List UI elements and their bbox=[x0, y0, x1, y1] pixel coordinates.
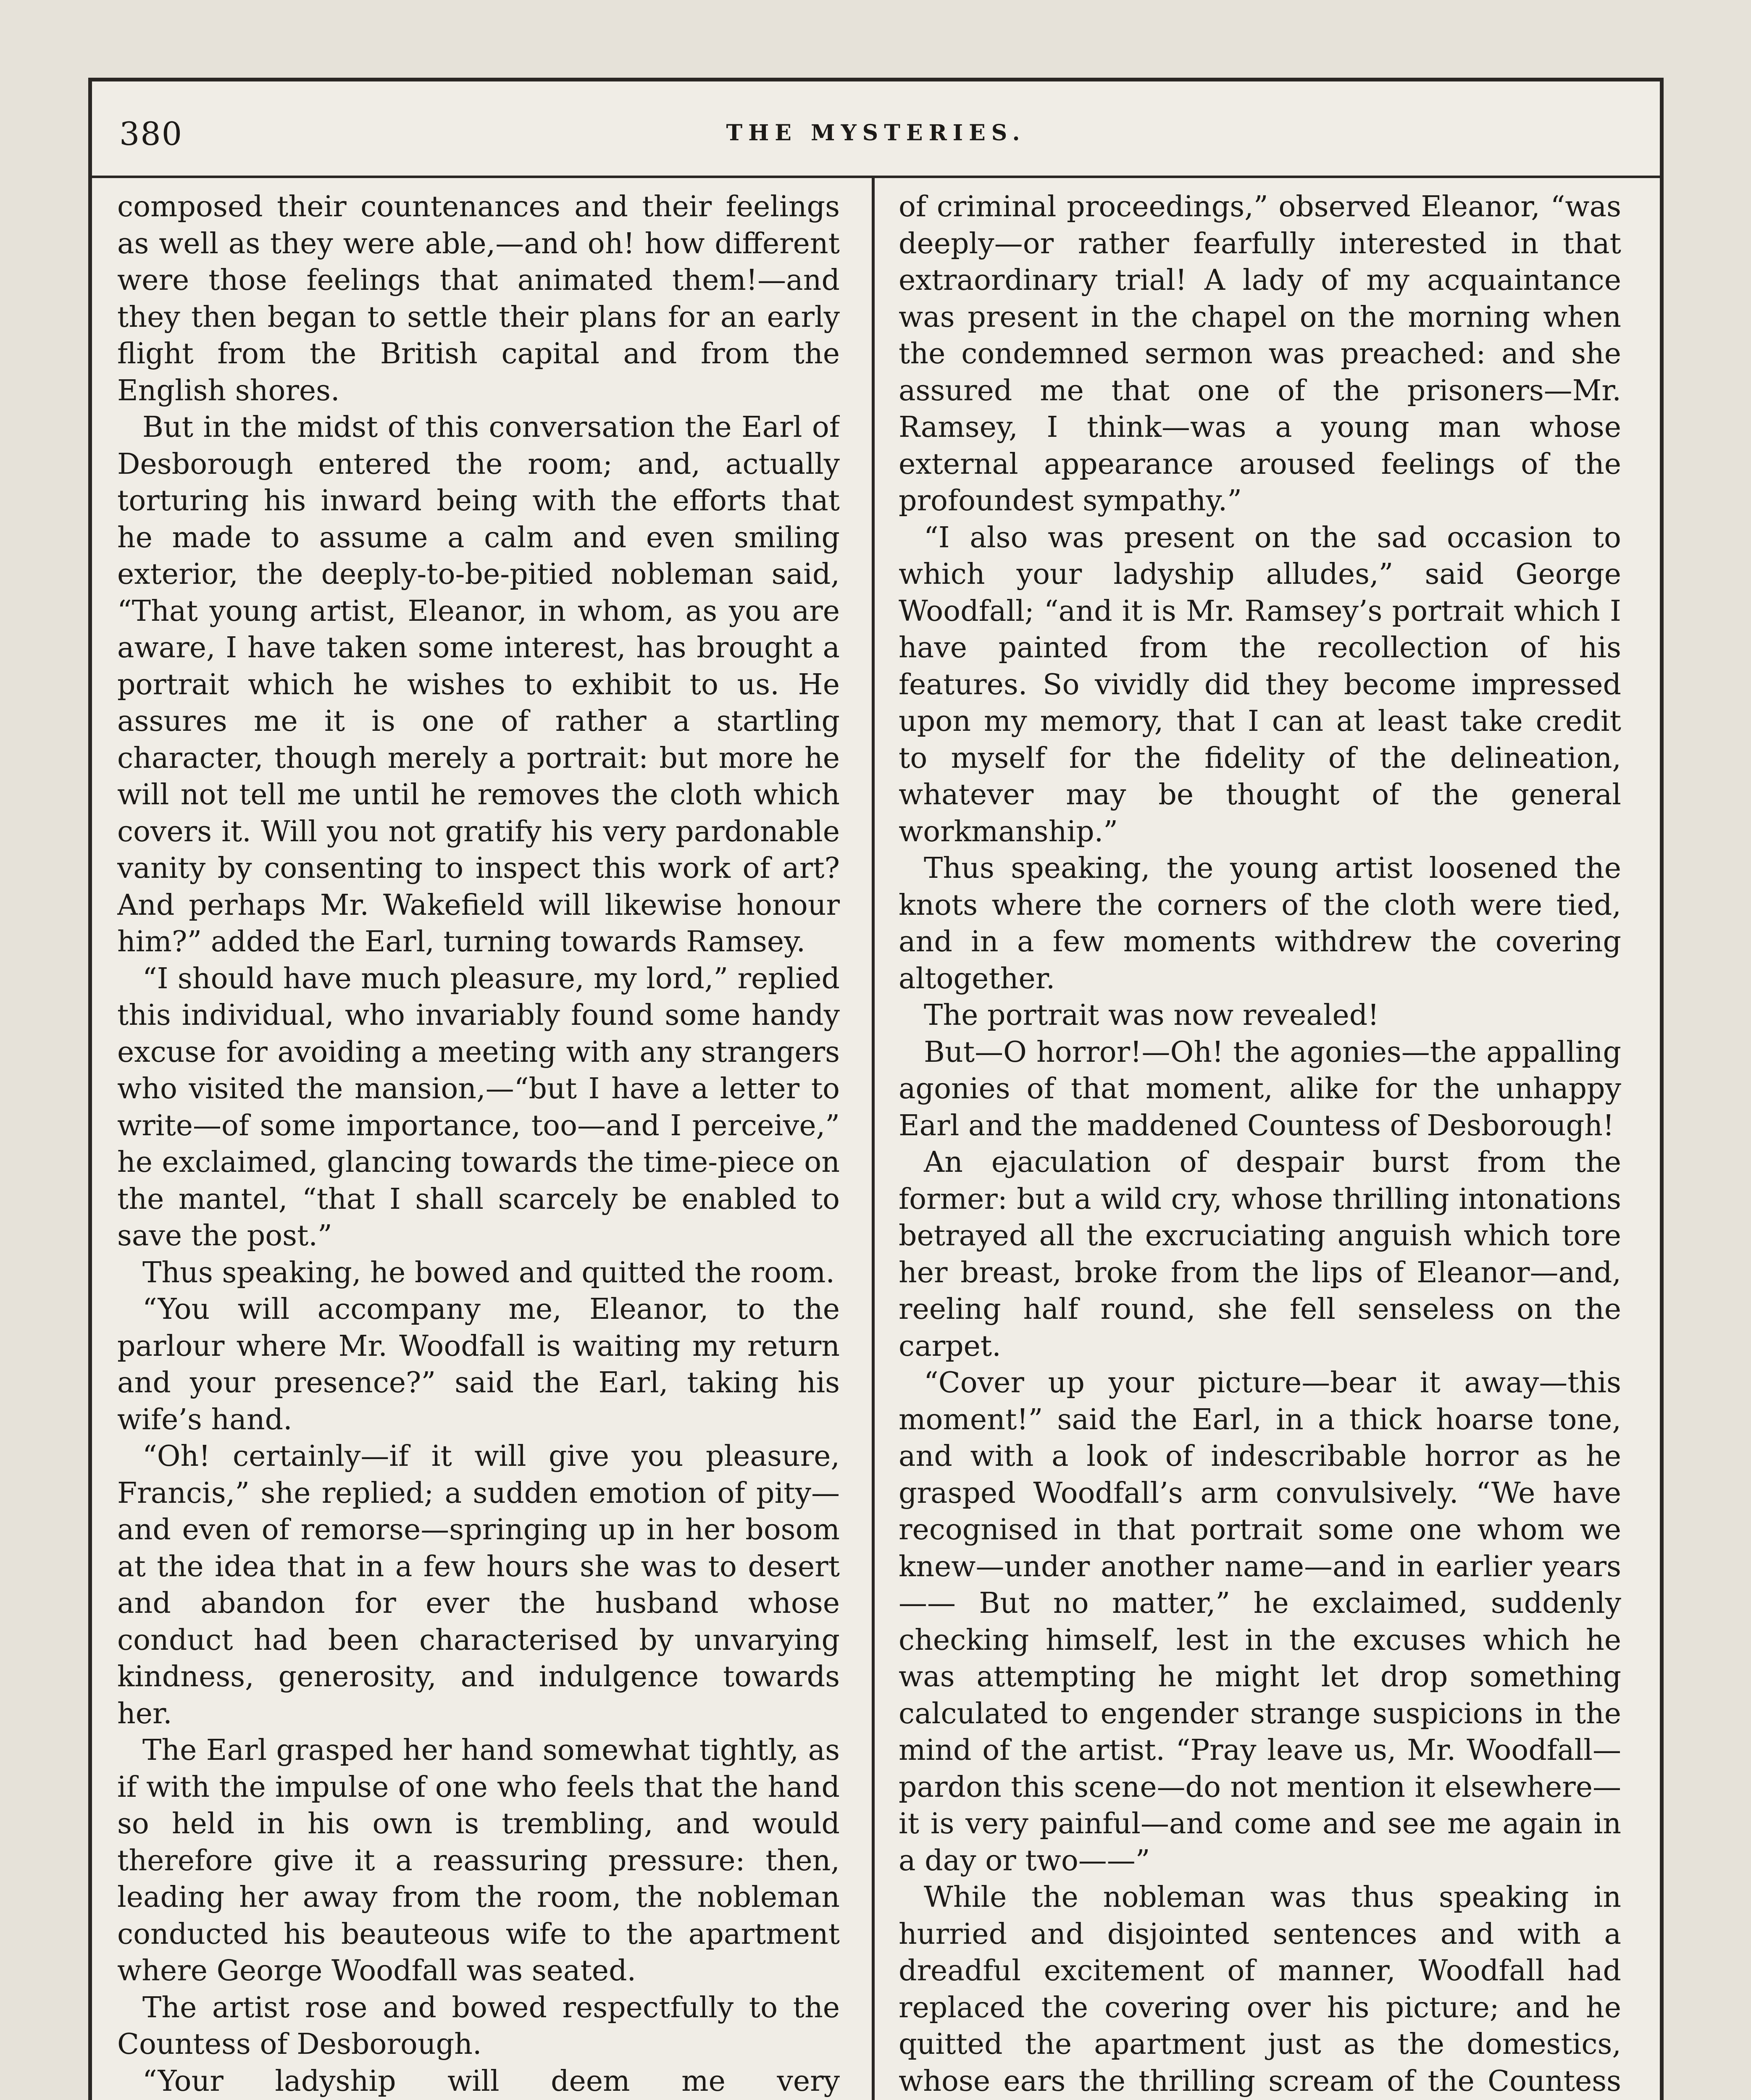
paragraph: But in the midst of this conversation the Earl of Desborough entered the room; and, actually torturing his inward being with the efforts that he made to assume a calm and even smiling exterior, the deeply-to-be-pitied nobleman said, “That young artist, Eleanor, in whom, as you are aware, I have taken some interest, has brought a portrait which he wishes to exhibit to us. He assures me it is one of rather a startling character, though merely a portrait: but more he will not tell me until he removes the cloth which covers it. Will you not gratify his very pardonable vanity by consenting to inspect this work of art? And perhaps Mr. Wakefield will likewise honour him?” added the Earl, turning towards Ramsey. bbox=[117, 411, 840, 958]
paragraph: Thus speaking, the young artist loosened the knots where the corners of the cloth were tied, and in a few moments withdrew the covering altogether. bbox=[899, 852, 1621, 995]
column-divider bbox=[872, 178, 875, 2100]
right-column bbox=[899, 189, 1621, 2100]
paragraph: The portrait was now revealed! bbox=[924, 999, 1379, 1032]
paragraph: “You will accompany me, Eleanor, to the parlour where Mr. Woodfall is waiting my return and your presence?” said the Earl, taking his wife’s hand. bbox=[117, 1293, 840, 1436]
left-column bbox=[117, 189, 840, 2100]
paragraph: “I also was present on the sad occasion to which your ladyship alludes,” said George Woodfall; “and it is Mr. Ramsey’s portrait which I have painted from the recollection of his features. So vividly did they become impressed upon my memory, that I can at least take credit to myself for the fidelity of the delineation, whatever may be thought of the general workmanship.” bbox=[899, 521, 1621, 848]
running-head: THE MYSTERIES. bbox=[726, 120, 1026, 146]
paragraph: Thus speaking, he bowed and quitted the room. bbox=[142, 1256, 835, 1289]
paragraph: “Your ladyship will deem me very bbox=[142, 2064, 840, 2098]
paragraph: “Cover up your picture—bear it away—this moment!” said the Earl, in a thick hoarse tone, and with a look of indescribable horror as he grasped Woodfall’s arm convulsively. “We have recognised in that portrait some one whom we knew—under another name—and in earlier years—— But no matter,” he exclaimed, suddenly checking himself, lest in the excuses which he was attempting he might let drop something calculated to engender strange suspicions in the mind of the artist. “Pray leave us, Mr. Woodfall—pardon this scene—do not mention it elsewhere—it is very painful—and come and see me again in a day or two——” bbox=[899, 1366, 1621, 1877]
paragraph: The artist rose and bowed respectfully to the Countess of Desborough. bbox=[117, 1991, 840, 2061]
paragraph: “I should have much pleasure, my lord,” replied this individual, who invariably found some handy excuse for avoiding a meeting with any strangers who visited the mansion,—“but I have a letter to write—of some importance, too—and I perceive,” he exclaimed, glancing towards the time-piece on the mantel, “that I shall scarcely be enabled to save the post.” bbox=[117, 962, 840, 1252]
page-header bbox=[92, 81, 1660, 178]
paragraph: “Oh! certainly—if it will give you pleasure, Francis,” she replied; a sudden emotion of pity—and even of remorse—springing up in her bosom at the idea that in a few hours she was to desert and abandon for ever the husband whose conduct had been characterised by unvarying kindness, generosity, and indulgence towards her. bbox=[117, 1440, 840, 1730]
page-number: 380 bbox=[119, 115, 183, 152]
paragraph: The Earl grasped her hand somewhat tightly, as if with the impulse of one who feels that the hand so held in his own is trembling, and would therefore give it a reassuring pressure: then, leading her away from the room, the nobleman conducted his beauteous wife to the apartment where George Woodfall was seated. bbox=[117, 1734, 840, 1987]
paragraph: While the nobleman was thus speaking in hurried and disjointed sentences and with a dreadful excitement of manner, Woodfall had replaced the covering over his picture; and he quitted the apartment just as the domestics, whose ears the thrilling scream of the Countess bbox=[899, 1881, 1621, 2098]
paragraph: But—O horror!—Oh! the agonies—the appalling agonies of that moment, alike for the unhappy Earl and the maddened Countess of Desborough! bbox=[899, 1035, 1621, 1142]
paragraph: An ejaculation of despair burst from the former: but a wild cry, whose thrilling intonations betrayed all the excruciating anguish which tore her breast, broke from the lips of Eleanor—and, reeling half round, she fell senseless on the carpet. bbox=[899, 1146, 1621, 1363]
page-frame bbox=[88, 78, 1664, 2100]
paragraph: of criminal proceedings,” observed Eleanor, “was deeply—or rather fearfully interested in that extraordinary trial! A lady of my acquaintance was present in the chapel on the morning when the condemned sermon was preached: and she assured me that one of the prisoners—Mr. Ramsey, I think—was a young man whose external appearance aroused feelings of the profoundest sympathy.” bbox=[899, 190, 1621, 517]
paragraph: composed their countenances and their feelings as well as they were able,—and oh! how different were those feelings that animated them!—and they then began to settle their plans for an early flight from the British capital and from the English shores. bbox=[117, 190, 840, 407]
